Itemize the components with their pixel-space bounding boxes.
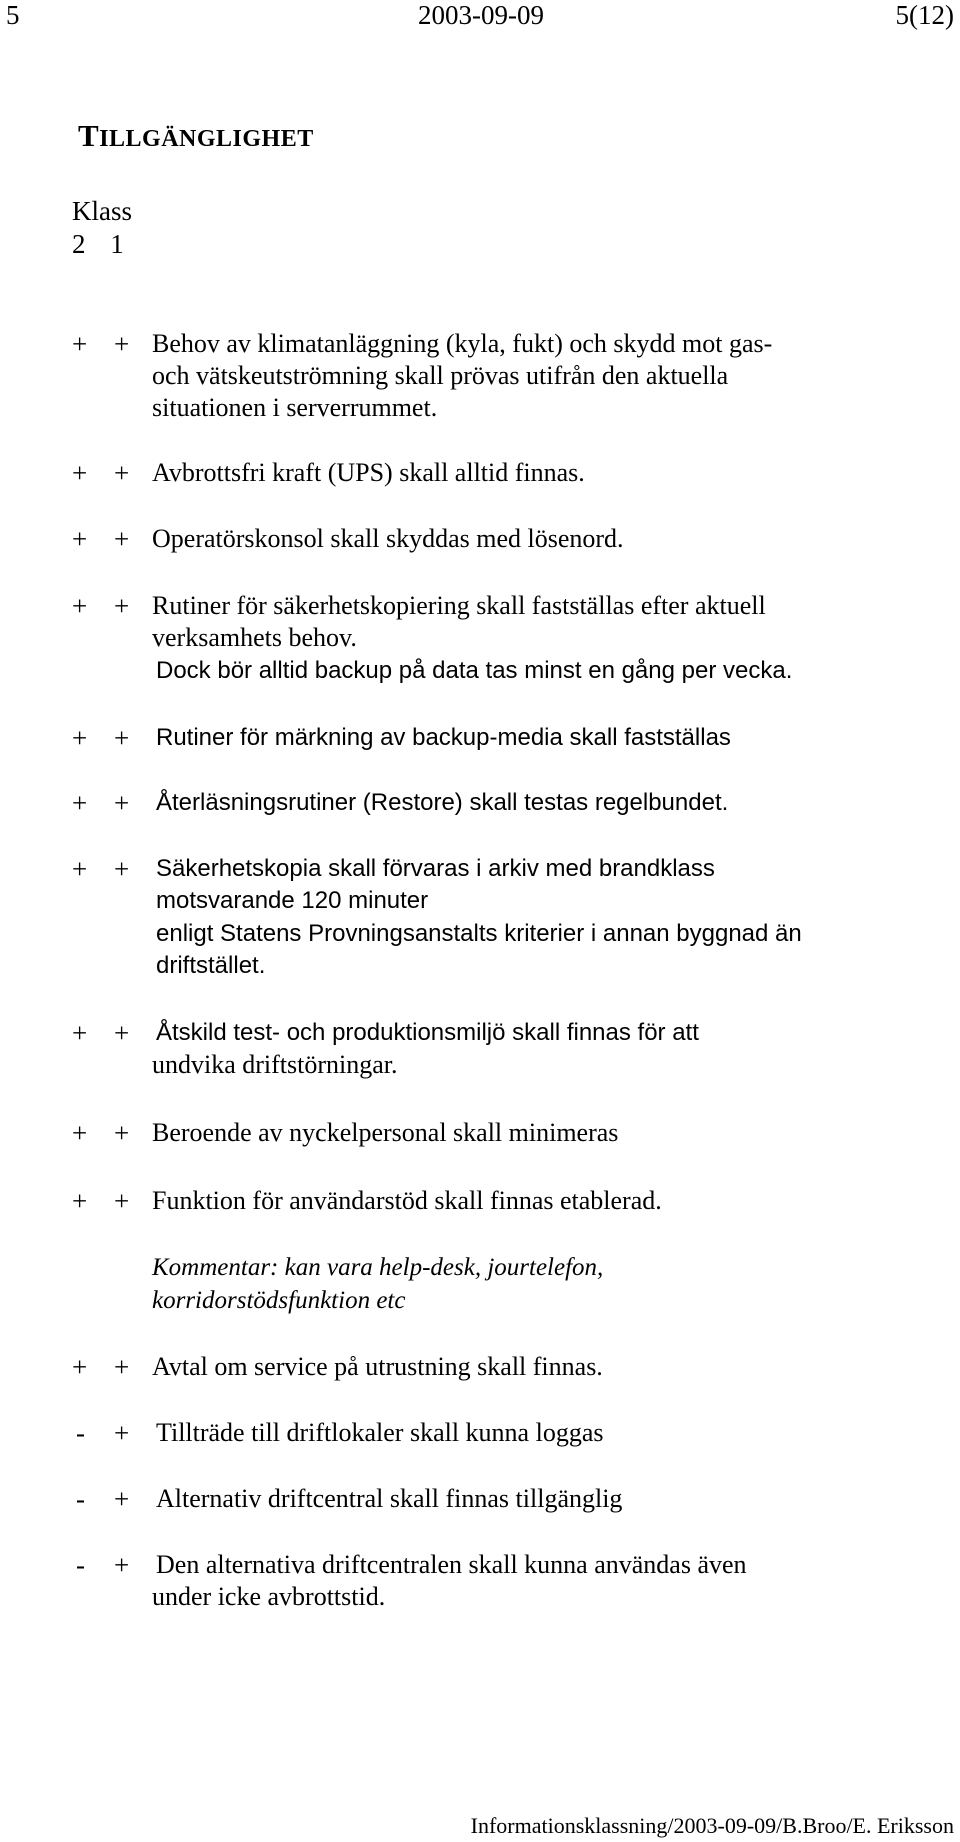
klass-label: Klass	[72, 196, 132, 226]
class-2-mark: -	[76, 1550, 85, 1580]
item-text: Behov av klimatanläggning (kyla, fukt) och skydd mot gas-	[152, 329, 773, 358]
item-text: situationen i serverrummet.	[152, 393, 438, 422]
header-page-of: 5(12)	[895, 0, 954, 30]
class-2-mark: +	[72, 788, 88, 818]
class-1-mark: +	[114, 458, 130, 488]
class-2-mark: -	[76, 1484, 85, 1514]
item-text: verksamhets behov.	[152, 623, 357, 652]
item-text: Avtal om service på utrustning skall finnas.	[152, 1352, 603, 1381]
class-1-mark: +	[114, 1418, 130, 1448]
item-text: Säkerhetskopia skall förvaras i arkiv med brandklass	[156, 855, 715, 882]
header-date: 2003-09-09	[418, 0, 544, 30]
class-1-mark: +	[114, 854, 130, 884]
class-1-mark: +	[114, 591, 130, 621]
class-2-mark: +	[72, 524, 88, 554]
class-1-mark: +	[114, 524, 130, 554]
item-text: driftstället.	[156, 952, 266, 979]
class-1-mark: +	[114, 1018, 130, 1048]
item-text: Avbrottsfri kraft (UPS) skall alltid finnas.	[152, 458, 585, 487]
class-2-mark: +	[72, 458, 88, 488]
class-1-mark: +	[114, 1484, 130, 1514]
item-text: Beroende av nyckelpersonal skall minimeras	[152, 1118, 619, 1147]
item-text: under icke avbrottstid.	[152, 1582, 386, 1611]
class-2-mark: +	[72, 1352, 88, 1382]
comment-text: Kommentar: kan vara help-desk, jourtelefon,	[152, 1254, 604, 1281]
item-text: Rutiner för säkerhetskopiering skall fastställas efter aktuell	[152, 591, 766, 620]
item-text: Tillträde till driftlokaler skall kunna loggas	[156, 1418, 604, 1447]
class-2-mark: +	[72, 329, 88, 359]
item-text: Den alternativa driftcentralen skall kunna användas även	[156, 1550, 747, 1579]
footer-text: Informationsklassning/2003-09-09/B.Broo/E. Eriksson	[470, 1813, 954, 1838]
item-text: undvika driftstörningar.	[152, 1050, 398, 1079]
class-1-mark: +	[114, 1352, 130, 1382]
comment-text: korridorstödsfunktion etc	[152, 1287, 406, 1314]
item-text: Rutiner för märkning av backup-media skall fastställas	[156, 724, 731, 751]
item-text: Operatörskonsol skall skyddas med lösenord.	[152, 524, 624, 553]
item-text: och vätskeutströmning skall prövas utifrån den aktuella	[152, 361, 729, 390]
section-title: TILLGÄNGLIGHET	[78, 118, 314, 153]
item-text: Funktion för användarstöd skall finnas etablerad.	[152, 1186, 662, 1215]
class-1-mark: +	[114, 1186, 130, 1216]
item-text: enligt Statens Provningsanstalts kriterier i annan byggnad än	[156, 920, 802, 947]
class-2-mark: +	[72, 1118, 88, 1148]
class-1-mark: +	[114, 723, 130, 753]
item-text: Återläsningsrutiner (Restore) skall testas regelbundet.	[156, 789, 729, 816]
item-text: motsvarande 120 minuter	[156, 887, 429, 914]
class-2-mark: +	[72, 723, 88, 753]
class-2-mark: +	[72, 1186, 88, 1216]
class-1-mark: +	[114, 788, 130, 818]
class-2-mark: +	[72, 1018, 88, 1048]
item-text: Dock bör alltid backup på data tas minst en gång per vecka.	[156, 657, 793, 684]
class-1-mark: +	[114, 1118, 130, 1148]
class-2-mark: +	[72, 854, 88, 884]
item-text: Alternativ driftcentral skall finnas tillgänglig	[156, 1484, 623, 1513]
class-2-mark: -	[76, 1418, 85, 1448]
klass-columns: 2 1	[72, 229, 124, 259]
class-1-mark: +	[114, 1550, 130, 1580]
class-2-mark: +	[72, 591, 88, 621]
header-page-number: 5	[6, 0, 20, 30]
class-1-mark: +	[114, 329, 130, 359]
item-text: Åtskild test- och produktionsmiljö skall finnas för att	[156, 1019, 699, 1046]
